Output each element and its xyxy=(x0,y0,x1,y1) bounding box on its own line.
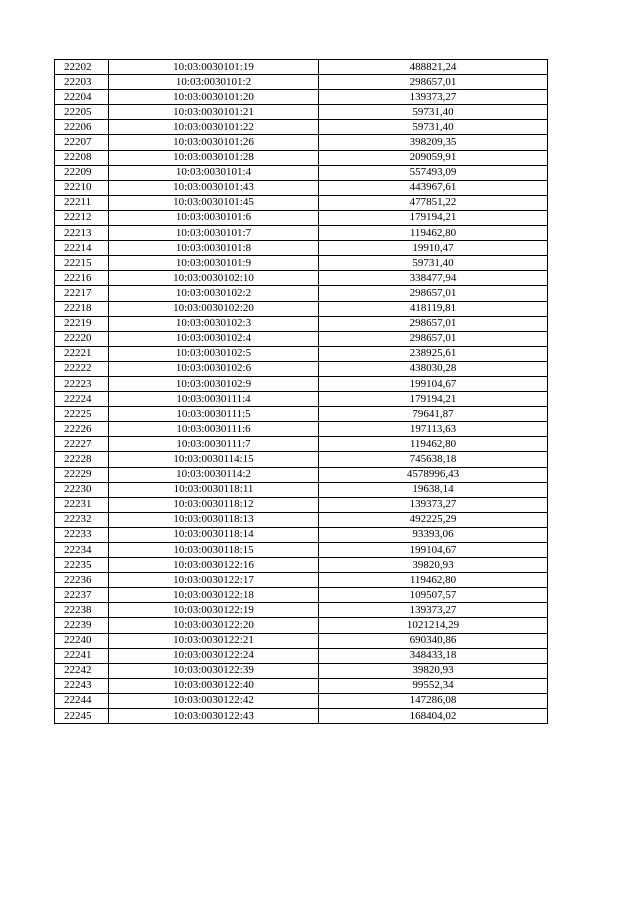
row-number-cell: 22235 xyxy=(55,558,109,573)
value-cell: 438030,28 xyxy=(319,361,548,376)
row-number-cell: 22203 xyxy=(55,75,109,90)
table-row xyxy=(55,376,548,391)
value-cell: 348433,18 xyxy=(319,648,548,663)
table-row xyxy=(55,422,548,437)
value-cell: 488821,24 xyxy=(319,60,548,75)
cadastral-number-cell: 10:03:0030122:17 xyxy=(109,573,319,588)
row-number-cell: 22244 xyxy=(55,693,109,708)
table-body xyxy=(55,60,548,724)
row-number-cell: 22209 xyxy=(55,165,109,180)
cadastral-number-cell: 10:03:0030114:15 xyxy=(109,452,319,467)
row-number-cell: 22225 xyxy=(55,407,109,422)
value-cell: 690340,86 xyxy=(319,633,548,648)
row-number-cell: 22222 xyxy=(55,361,109,376)
row-number-cell: 22226 xyxy=(55,422,109,437)
cadastral-number-cell: 10:03:0030122:43 xyxy=(109,709,319,724)
cadastral-number-cell: 10:03:0030102:5 xyxy=(109,346,319,361)
cadastral-number-cell: 10:03:0030101:4 xyxy=(109,165,319,180)
table-row xyxy=(55,75,548,90)
value-cell: 19910,47 xyxy=(319,241,548,256)
row-number-cell: 22233 xyxy=(55,527,109,542)
value-cell: 443967,61 xyxy=(319,180,548,195)
value-cell: 39820,93 xyxy=(319,558,548,573)
table-row xyxy=(55,603,548,618)
value-cell: 119462,80 xyxy=(319,437,548,452)
table-row xyxy=(55,271,548,286)
row-number-cell: 22217 xyxy=(55,286,109,301)
value-cell: 4578996,43 xyxy=(319,467,548,482)
cadastral-number-cell: 10:03:0030111:6 xyxy=(109,422,319,437)
row-number-cell: 22241 xyxy=(55,648,109,663)
cadastral-number-cell: 10:03:0030122:19 xyxy=(109,603,319,618)
row-number-cell: 22208 xyxy=(55,150,109,165)
table-row xyxy=(55,678,548,693)
value-cell: 209059,91 xyxy=(319,150,548,165)
cadastral-number-cell: 10:03:0030114:2 xyxy=(109,467,319,482)
value-cell: 557493,09 xyxy=(319,165,548,180)
row-number-cell: 22240 xyxy=(55,633,109,648)
cadastral-number-cell: 10:03:0030101:22 xyxy=(109,120,319,135)
row-number-cell: 22205 xyxy=(55,105,109,120)
row-number-cell: 22234 xyxy=(55,543,109,558)
row-number-cell: 22243 xyxy=(55,678,109,693)
cadastral-number-cell: 10:03:0030101:19 xyxy=(109,60,319,75)
value-cell: 59731,40 xyxy=(319,256,548,271)
row-number-cell: 22206 xyxy=(55,120,109,135)
row-number-cell: 22210 xyxy=(55,180,109,195)
row-number-cell: 22213 xyxy=(55,226,109,241)
row-number-cell: 22215 xyxy=(55,256,109,271)
table-row xyxy=(55,90,548,105)
value-cell: 298657,01 xyxy=(319,316,548,331)
row-number-cell: 22245 xyxy=(55,709,109,724)
table-row xyxy=(55,301,548,316)
cadastral-number-cell: 10:03:0030118:12 xyxy=(109,497,319,512)
row-number-cell: 22216 xyxy=(55,271,109,286)
row-number-cell: 22214 xyxy=(55,241,109,256)
cadastral-number-cell: 10:03:0030122:16 xyxy=(109,558,319,573)
value-cell: 298657,01 xyxy=(319,331,548,346)
cadastral-number-cell: 10:03:0030102:4 xyxy=(109,331,319,346)
row-number-cell: 22219 xyxy=(55,316,109,331)
row-number-cell: 22228 xyxy=(55,452,109,467)
row-number-cell: 22231 xyxy=(55,497,109,512)
data-table xyxy=(54,59,548,724)
table-row xyxy=(55,180,548,195)
cadastral-number-cell: 10:03:0030101:9 xyxy=(109,256,319,271)
value-cell: 197113,63 xyxy=(319,422,548,437)
cadastral-number-cell: 10:03:0030101:8 xyxy=(109,241,319,256)
cadastral-number-cell: 10:03:0030122:40 xyxy=(109,678,319,693)
table-row xyxy=(55,195,548,210)
cadastral-number-cell: 10:03:0030111:7 xyxy=(109,437,319,452)
table-row xyxy=(55,497,548,512)
cadastral-number-cell: 10:03:0030122:42 xyxy=(109,693,319,708)
value-cell: 179194,21 xyxy=(319,392,548,407)
cadastral-number-cell: 10:03:0030101:45 xyxy=(109,195,319,210)
table-row xyxy=(55,241,548,256)
value-cell: 147286,08 xyxy=(319,693,548,708)
value-cell: 139373,27 xyxy=(319,497,548,512)
table-row xyxy=(55,527,548,542)
table-row xyxy=(55,150,548,165)
cadastral-number-cell: 10:03:0030101:26 xyxy=(109,135,319,150)
row-number-cell: 22224 xyxy=(55,392,109,407)
value-cell: 745638,18 xyxy=(319,452,548,467)
table-row xyxy=(55,543,548,558)
table-row xyxy=(55,588,548,603)
row-number-cell: 22238 xyxy=(55,603,109,618)
value-cell: 477851,22 xyxy=(319,195,548,210)
cadastral-number-cell: 10:03:0030111:4 xyxy=(109,392,319,407)
value-cell: 199104,67 xyxy=(319,376,548,391)
cadastral-number-cell: 10:03:0030122:21 xyxy=(109,633,319,648)
row-number-cell: 22204 xyxy=(55,90,109,105)
cadastral-number-cell: 10:03:0030122:20 xyxy=(109,618,319,633)
cadastral-number-cell: 10:03:0030102:3 xyxy=(109,316,319,331)
table-row xyxy=(55,346,548,361)
table-row xyxy=(55,558,548,573)
value-cell: 168404,02 xyxy=(319,709,548,724)
row-number-cell: 22227 xyxy=(55,437,109,452)
value-cell: 338477,94 xyxy=(319,271,548,286)
cadastral-number-cell: 10:03:0030118:13 xyxy=(109,512,319,527)
value-cell: 238925,61 xyxy=(319,346,548,361)
row-number-cell: 22242 xyxy=(55,663,109,678)
value-cell: 93393,06 xyxy=(319,527,548,542)
cadastral-number-cell: 10:03:0030102:20 xyxy=(109,301,319,316)
table-row xyxy=(55,663,548,678)
table-row xyxy=(55,105,548,120)
table-row xyxy=(55,693,548,708)
row-number-cell: 22202 xyxy=(55,60,109,75)
table-row xyxy=(55,512,548,527)
table-row xyxy=(55,226,548,241)
cadastral-number-cell: 10:03:0030118:11 xyxy=(109,482,319,497)
table-row xyxy=(55,165,548,180)
value-cell: 119462,80 xyxy=(319,226,548,241)
table-row xyxy=(55,437,548,452)
table-row xyxy=(55,286,548,301)
value-cell: 79641,87 xyxy=(319,407,548,422)
value-cell: 492225,29 xyxy=(319,512,548,527)
value-cell: 39820,93 xyxy=(319,663,548,678)
cadastral-number-cell: 10:03:0030101:7 xyxy=(109,226,319,241)
table-row xyxy=(55,407,548,422)
cadastral-number-cell: 10:03:0030111:5 xyxy=(109,407,319,422)
value-cell: 19638,14 xyxy=(319,482,548,497)
table-row xyxy=(55,316,548,331)
row-number-cell: 22212 xyxy=(55,210,109,225)
cadastral-number-cell: 10:03:0030101:20 xyxy=(109,90,319,105)
value-cell: 418119,81 xyxy=(319,301,548,316)
cadastral-number-cell: 10:03:0030101:6 xyxy=(109,210,319,225)
cadastral-number-cell: 10:03:0030118:14 xyxy=(109,527,319,542)
value-cell: 119462,80 xyxy=(319,573,548,588)
table-row xyxy=(55,120,548,135)
value-cell: 199104,67 xyxy=(319,543,548,558)
cadastral-number-cell: 10:03:0030101:43 xyxy=(109,180,319,195)
row-number-cell: 22221 xyxy=(55,346,109,361)
value-cell: 139373,27 xyxy=(319,603,548,618)
value-cell: 179194,21 xyxy=(319,210,548,225)
table-row xyxy=(55,482,548,497)
cadastral-number-cell: 10:03:0030118:15 xyxy=(109,543,319,558)
row-number-cell: 22236 xyxy=(55,573,109,588)
row-number-cell: 22211 xyxy=(55,195,109,210)
cadastral-number-cell: 10:03:0030102:2 xyxy=(109,286,319,301)
value-cell: 99552,34 xyxy=(319,678,548,693)
value-cell: 298657,01 xyxy=(319,75,548,90)
table-row xyxy=(55,618,548,633)
row-number-cell: 22237 xyxy=(55,588,109,603)
value-cell: 1021214,29 xyxy=(319,618,548,633)
table-row xyxy=(55,392,548,407)
table-row xyxy=(55,573,548,588)
table-row xyxy=(55,210,548,225)
row-number-cell: 22220 xyxy=(55,331,109,346)
row-number-cell: 22223 xyxy=(55,376,109,391)
table-row xyxy=(55,135,548,150)
cadastral-number-cell: 10:03:0030122:18 xyxy=(109,588,319,603)
value-cell: 298657,01 xyxy=(319,286,548,301)
table-row xyxy=(55,452,548,467)
row-number-cell: 22239 xyxy=(55,618,109,633)
table-row xyxy=(55,60,548,75)
cadastral-number-cell: 10:03:0030122:24 xyxy=(109,648,319,663)
row-number-cell: 22218 xyxy=(55,301,109,316)
value-cell: 109507,57 xyxy=(319,588,548,603)
cadastral-number-cell: 10:03:0030102:10 xyxy=(109,271,319,286)
cadastral-number-cell: 10:03:0030102:9 xyxy=(109,376,319,391)
value-cell: 139373,27 xyxy=(319,90,548,105)
cadastral-number-cell: 10:03:0030122:39 xyxy=(109,663,319,678)
cadastral-number-cell: 10:03:0030101:28 xyxy=(109,150,319,165)
table-row xyxy=(55,256,548,271)
cadastral-number-cell: 10:03:0030101:2 xyxy=(109,75,319,90)
row-number-cell: 22232 xyxy=(55,512,109,527)
table-row xyxy=(55,361,548,376)
value-cell: 59731,40 xyxy=(319,105,548,120)
cadastral-number-cell: 10:03:0030102:6 xyxy=(109,361,319,376)
table-row xyxy=(55,709,548,724)
row-number-cell: 22207 xyxy=(55,135,109,150)
table-row xyxy=(55,331,548,346)
row-number-cell: 22230 xyxy=(55,482,109,497)
value-cell: 59731,40 xyxy=(319,120,548,135)
value-cell: 398209,35 xyxy=(319,135,548,150)
row-number-cell: 22229 xyxy=(55,467,109,482)
cadastral-number-cell: 10:03:0030101:21 xyxy=(109,105,319,120)
table-row xyxy=(55,633,548,648)
table-row xyxy=(55,648,548,663)
table-row xyxy=(55,467,548,482)
